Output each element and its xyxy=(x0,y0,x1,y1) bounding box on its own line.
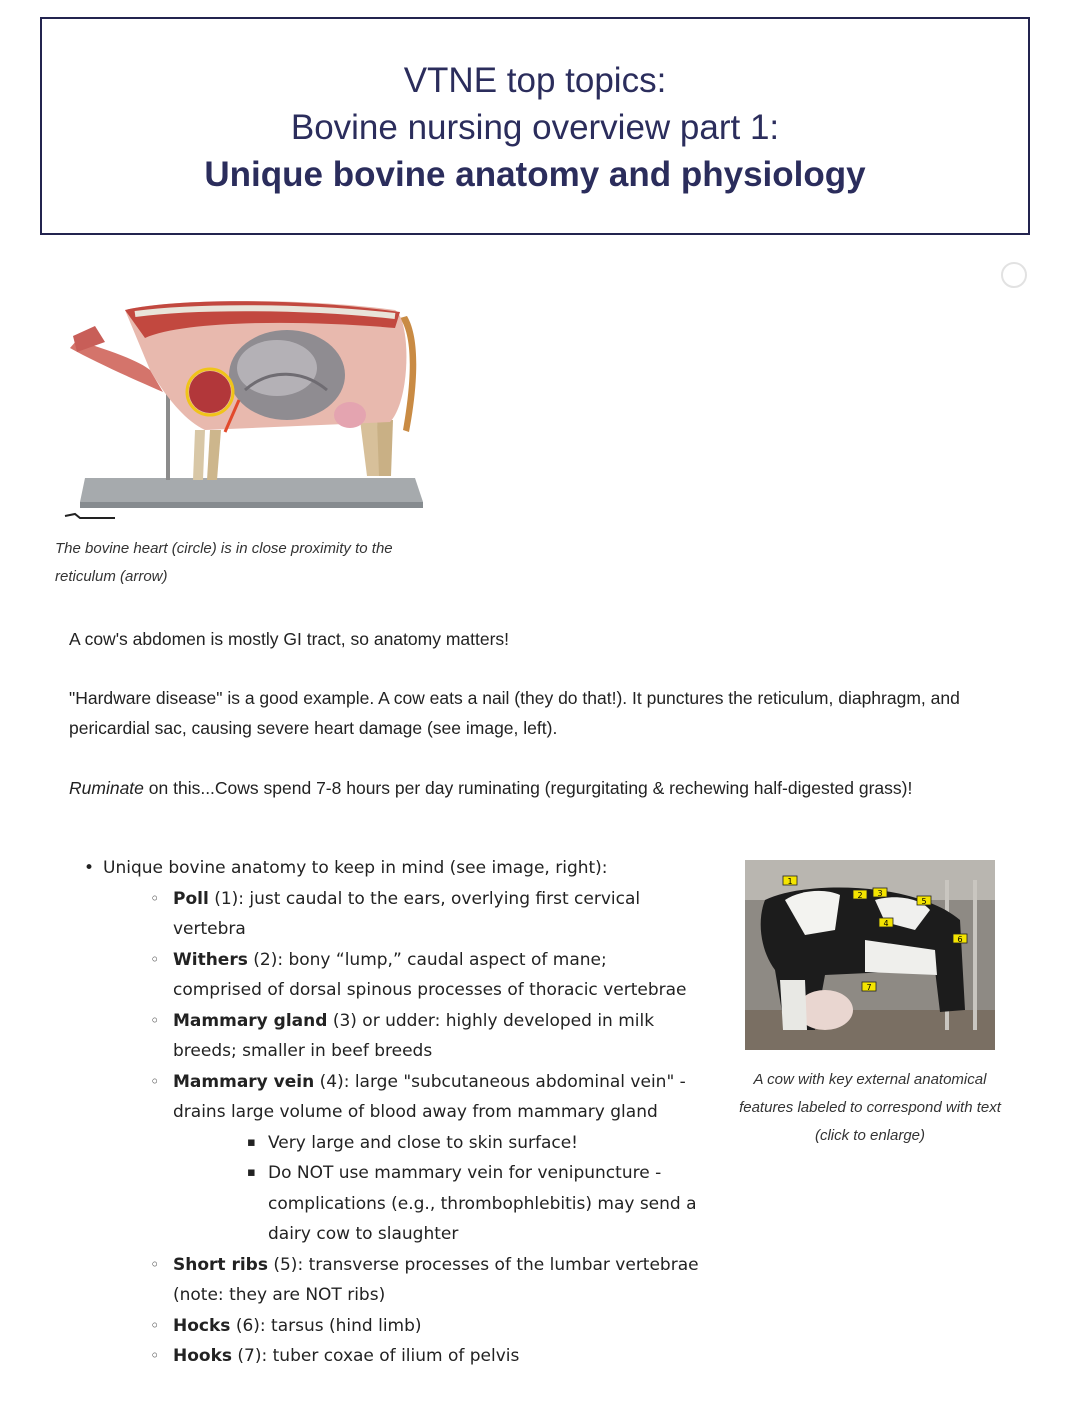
svg-text:6: 6 xyxy=(957,935,963,944)
paragraph-hardware-disease: "Hardware disease" is a good example. A cow eats a nail (they do that!). It punctures the reticulum, diaphragm, and pericardial sac, causing severe heart damage (see image, left). xyxy=(69,688,960,738)
anatomy-list xyxy=(80,853,700,1372)
title-line-1: VTNE top topics: xyxy=(403,61,667,100)
title-line-3: Unique bovine anatomy and physiology xyxy=(204,155,866,194)
list-item-hocks: ◦ Hocks (6): tarsus (hind limb) xyxy=(103,1311,700,1342)
title-line-2: Bovine nursing overview part 1: xyxy=(290,108,780,147)
list-item-poll: ◦ Poll (1): just caudal to the ears, overlying first cervical vertebra xyxy=(103,884,700,945)
list-item-short-ribs: ◦ Short ribs (5): transverse processes of the lumbar vertebrae (note: they are NOT ribs) xyxy=(103,1250,700,1311)
svg-text:3: 3 xyxy=(877,889,883,898)
paragraph-abdomen: A cow's abdomen is mostly GI tract, so anatomy matters! xyxy=(69,629,510,649)
photo-label xyxy=(783,876,797,886)
list-item-mammary-gland: ◦ Mammary gland (3) or udder: highly developed in milk breeds; smaller in beef breeds xyxy=(103,1006,700,1067)
paragraph-ruminate xyxy=(69,773,1029,803)
photo-label xyxy=(917,896,931,906)
photo-label xyxy=(862,982,876,992)
svg-text:7: 7 xyxy=(866,983,872,992)
list-item-withers: ◦ Withers (2): bony “lump,” caudal aspect of mane; comprised of dorsal spinous processes of thoracic vertebrae xyxy=(103,945,700,1006)
sublist-item: ▪ Very large and close to skin surface! xyxy=(173,1128,700,1159)
title-box xyxy=(40,17,1030,235)
figure-2-caption: A cow with key external anatomical features labeled to correspond with text (click to enlarge) xyxy=(739,1071,1001,1144)
photo-label xyxy=(879,918,893,928)
photo-label xyxy=(873,888,887,898)
circle-outline-icon[interactable] xyxy=(1001,262,1027,288)
list-item-hooks: ◦ Hooks (7): tuber coxae of ilium of pelvis xyxy=(103,1341,700,1372)
list-intro: • Unique bovine anatomy to keep in mind (see image, right): ◦ Poll (1): just caudal to the ears, overlying first cervical vertebra ◦ Withers (2): bony “lump,” caudal aspect of mane; comprised of dorsal spinous processes of thoracic vertebrae ◦ Mammary gland (3) or udder: highly developed in milk breeds; smaller in beef breeds ◦ Mammary vein (4): large "subcutaneous abdominal vein" - drains large volume of blood away from mammary gland ▪ Very large and close to skin surface! ▪ Do NOT use mammary vein for venipuncture - complications (e.g., thrombophlebitis) may send a dairy cow to slaughter ◦ Short ribs (5): transverse processes of the lumbar vertebrae (note: they are NOT ribs) ◦ Hocks (6): tarsus (hind limb) ◦ Hooks (7): tuber coxae of ilium of pelvis xyxy=(80,853,700,1372)
photo-label xyxy=(953,934,967,944)
cow-model-image xyxy=(55,280,435,525)
figure-1-caption: The bovine heart (circle) is in close proximity to the reticulum (arrow) xyxy=(55,540,393,585)
list-item-mammary-vein: ◦ Mammary vein (4): large "subcutaneous abdominal vein" - drains large volume of blood away from mammary gland ▪ Very large and close to skin surface! ▪ Do NOT use mammary vein for venipuncture - complications (e.g., thrombophlebitis) may send a dairy cow to slaughter xyxy=(103,1067,700,1250)
cow-photo-image[interactable] xyxy=(745,860,995,1050)
sublist-item: ▪ Do NOT use mammary vein for venipuncture - complications (e.g., thrombophlebitis) may send a dairy cow to slaughter xyxy=(173,1158,700,1250)
svg-text:5: 5 xyxy=(921,897,927,906)
svg-text:4: 4 xyxy=(883,919,889,928)
ruminate-rest: on this...Cows spend 7-8 hours per day ruminating (regurgitating & rechewing half-digested grass)! xyxy=(143,778,913,798)
svg-text:1: 1 xyxy=(787,877,793,886)
ruminate-italic: Ruminate xyxy=(69,778,144,798)
svg-text:2: 2 xyxy=(857,891,863,900)
photo-label xyxy=(853,890,867,900)
